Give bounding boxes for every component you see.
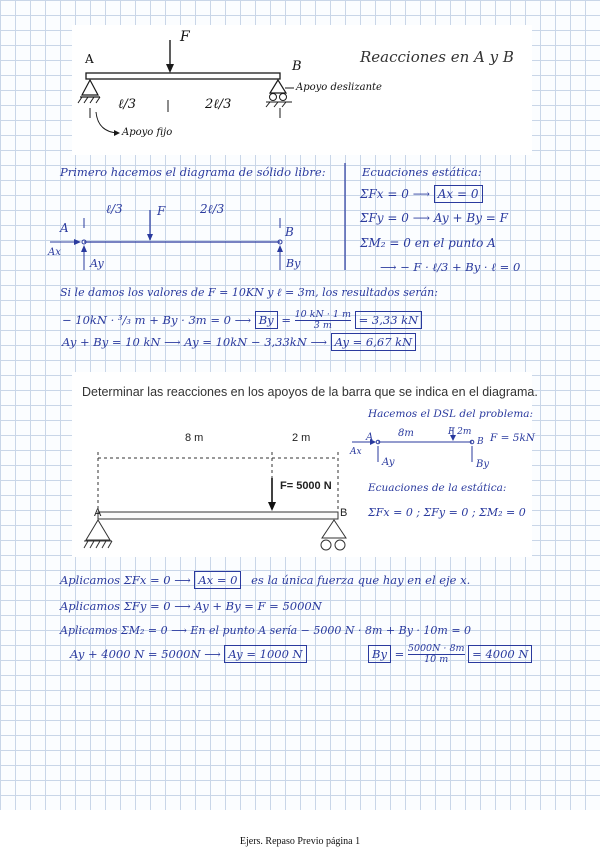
bottom-line1-tail: es la única fuerza que hay en el eje x. [251,573,471,587]
top-apoyo-deslizante: Apoyo deslizante [296,82,382,93]
fbd-by: By [286,257,301,270]
bottom-by-res: = 4000 N [468,645,532,663]
values-line1-by: By [255,311,278,329]
bottom-line1-box: Ax = 0 [194,571,241,589]
dsl-b: B [477,437,484,447]
problem-dim-right: 2 m [292,432,311,444]
problem-force: F= 5000 N [280,480,332,492]
values-line2-box: Ay = 6,67 kN [331,333,417,351]
bottom-by-num: 5000N · 8m [407,643,465,654]
fbd-b: B [285,225,294,239]
problem-title: Determinar las reacciones en los apoyos de la barra que se indica en el diagrama. [82,385,538,399]
fbd-seg-right: 2ℓ/3 [200,202,225,216]
top-label-b: B [292,59,302,74]
values-line1-res: = 3,33 kN [355,311,423,329]
top-len-right: 2ℓ/3 [205,97,232,112]
bottom-line4 [70,649,307,661]
dsl-heading2: Ecuaciones de la estática: [368,482,507,494]
fbd-ax: Ax [48,247,61,258]
top-apoyo-fijo: Apoyo fijo [122,127,173,138]
bottom-line2: Aplicamos ΣFy = 0 ⟶ Ay + By = F = 5000N [60,599,322,613]
values-line1-left: − 10kN · ³/₃ m + By · 3m = 0 ⟶ [62,312,252,327]
bottom-line1 [60,575,470,587]
eq-2: ΣFy = 0 ⟶ Ay + By = F [360,211,508,225]
dsl-by: By [476,459,489,470]
top-title: Reacciones en A y B [360,48,514,66]
values-line1-num: 10 kN · 1 m [294,309,351,320]
bottom-by: By [368,645,391,663]
bottom-line1-text: Aplicamos ΣFx = 0 ⟶ [60,573,191,587]
values-line1-den: 3 m [313,320,332,332]
dsl-seg: 8m [398,428,414,439]
dsl-ay: Ay [382,457,395,468]
bottom-by-eq: = [394,646,405,661]
dsl-ax: Ax [350,447,362,457]
bottom-by-result [368,644,532,666]
eq-heading: Ecuaciones estática: [362,165,482,179]
bottom-by-den: 10 m [424,654,449,666]
values-intro: Si le damos los valores de F = 10KN y ℓ = 3m, los resultados serán: [60,286,438,299]
dsl-heading: Hacemos el DSL del problema: [368,408,534,420]
eq-4: ⟶ − F · ℓ/3 + By · ℓ = 0 [380,260,521,274]
problem-dim-left: 8 m [185,432,204,444]
top-len-left: ℓ/3 [118,97,137,112]
dsl-eqs: ΣFx = 0 ; ΣFy = 0 ; ΣM₂ = 0 [368,506,526,519]
eq-3: ΣM₂ = 0 en el punto A [360,236,496,250]
bottom-line4-box: Ay = 1000 N [224,645,306,663]
eq-1-text: ΣFx = 0 ⟶ [360,187,430,201]
fbd-f: F [157,204,166,218]
problem-label-a: A [94,507,102,519]
fbd-intro: Primero hacemos el diagrama de sólido libre: [60,165,326,179]
values-line1-eq: = [281,312,291,327]
dsl-f-label: F 2m [448,427,472,437]
fbd-a: A [60,221,69,235]
values-line2-left: Ay + By = 10 kN ⟶ Ay = 10kN − 3,33kN ⟶ [62,335,327,349]
eq-1-box: Ax = 0 [434,185,483,203]
bottom-line4-text: Ay + 4000 N = 5000N ⟶ [70,647,221,661]
top-label-f: F [180,29,190,45]
fbd-seg-left: ℓ/3 [106,202,123,216]
dsl-a: A [366,432,374,443]
top-label-a: A [85,52,94,66]
problem-label-b: B [340,507,348,519]
fbd-ay: Ay [90,257,104,270]
page-footer: Ejers. Repaso Previo página 1 [239,836,361,847]
dsl-f-value: F = 5kN [490,432,535,444]
bottom-line3: Aplicamos ΣM₂ = 0 ⟶ En el punto A sería − 5000 N · 8m + By · 10m = 0 [60,624,472,637]
